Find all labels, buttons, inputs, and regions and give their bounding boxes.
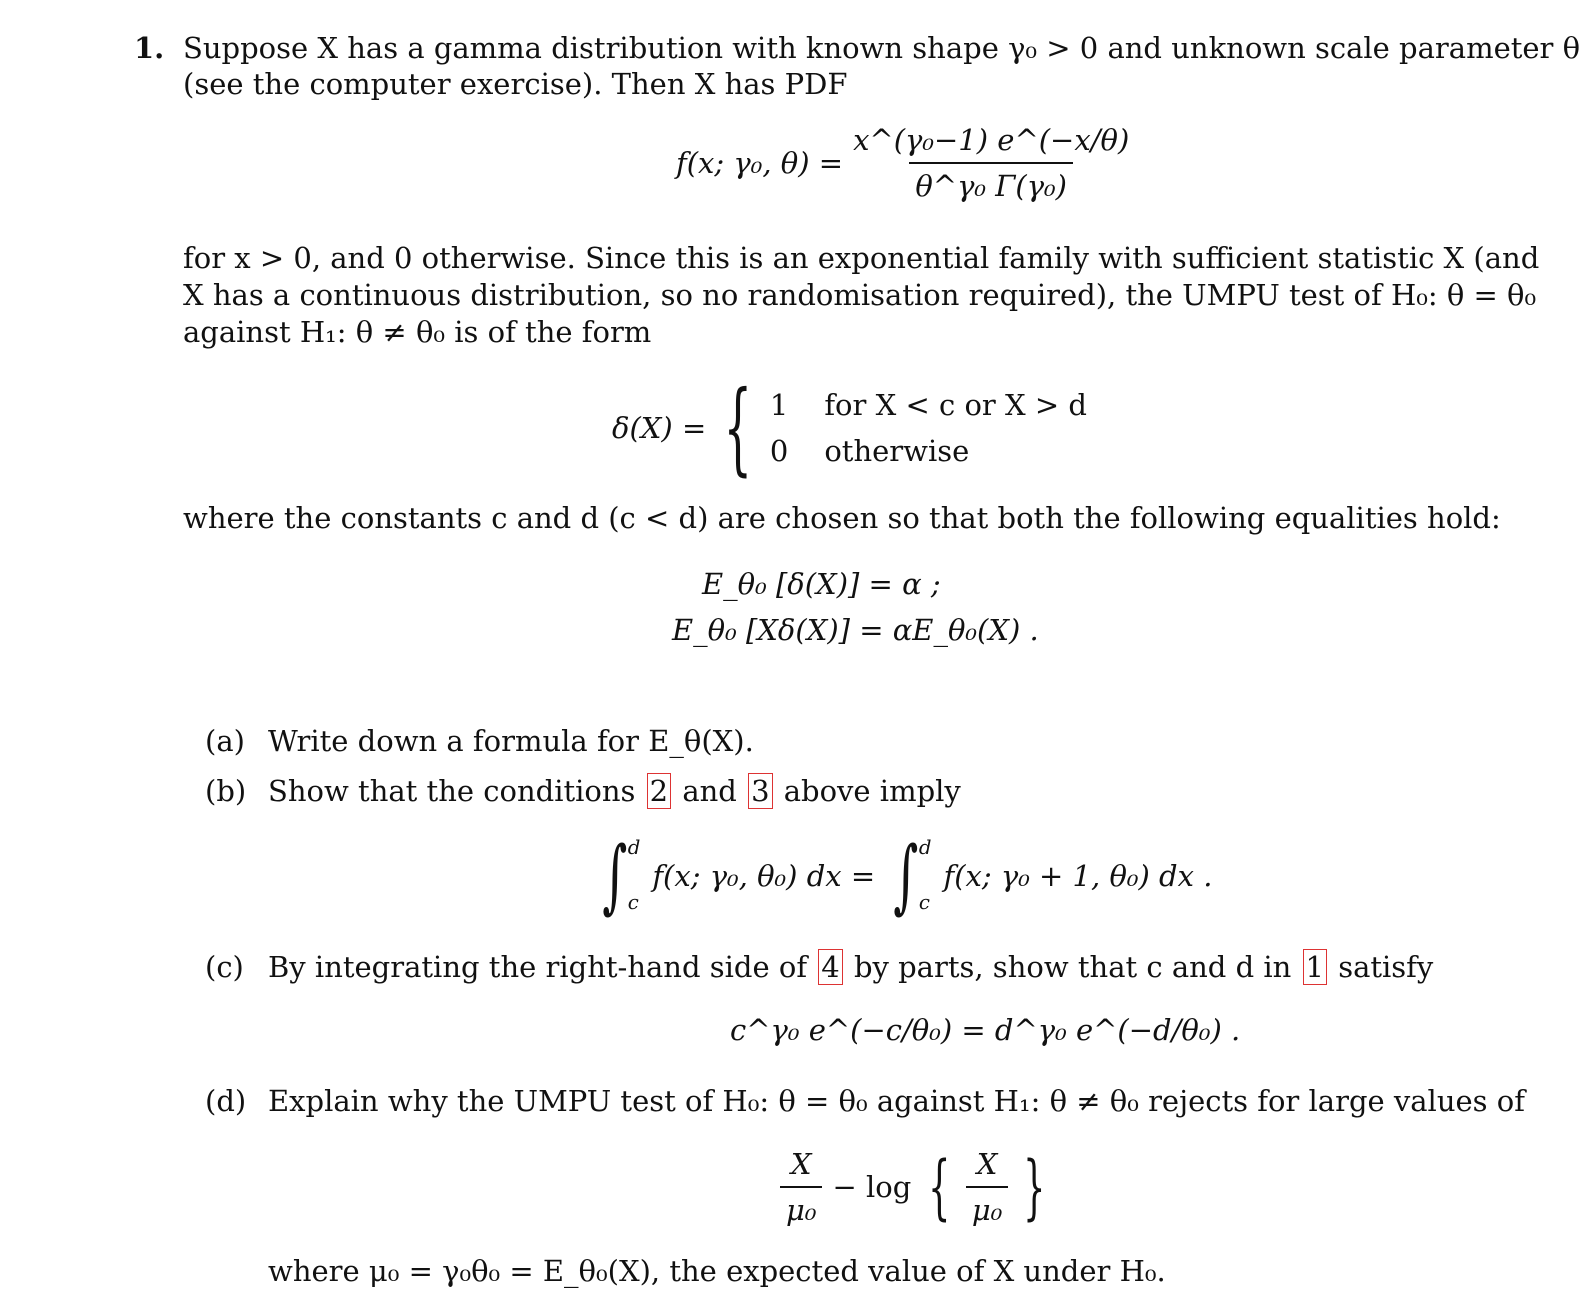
- pdf-equation: [676, 122, 1139, 205]
- part-d-label: (d): [205, 1084, 247, 1118]
- ratio-fraction-1: [780, 1146, 822, 1229]
- part-c-pre: By integrating the right-hand side of: [268, 950, 808, 984]
- rhs-integrand: f(x; γ₀ + 1, θ₀) dx .: [943, 858, 1213, 893]
- test-function: [612, 369, 1087, 486]
- pdf-fraction: [847, 122, 1135, 205]
- right-curly-brace: }: [1023, 1146, 1046, 1229]
- equation-3: E_θ₀ [Xδ(X)] = αE_θ₀(X) .: [672, 613, 1039, 647]
- part-d-text: Explain why the UMPU test of H₀: θ = θ₀ against H₁: θ ≠ θ₀ rejects for large values of: [268, 1084, 1525, 1118]
- left-brace: {: [723, 369, 753, 486]
- ref-eq-2[interactable]: 2: [647, 773, 671, 809]
- ratio1-numerator: X: [790, 1147, 812, 1181]
- integral-sign-right: ∫: [893, 829, 919, 922]
- ratio-fraction-2: [966, 1146, 1008, 1229]
- part-a-text: Write down a formula for E_θ(X).: [268, 724, 754, 758]
- part-c-mid: by parts, show that c and d in: [853, 950, 1292, 984]
- ref-eq-4[interactable]: 4: [818, 949, 842, 985]
- para2-line-1: for x > 0, and 0 otherwise. Since this is an exponential family with sufficient statistic X (and: [183, 241, 1540, 275]
- para2-line-3: against H₁: θ ≠ θ₀ is of the form: [183, 315, 652, 349]
- ref-eq-3[interactable]: 3: [748, 773, 772, 809]
- log-ratio-expression: [776, 1146, 1057, 1229]
- part-c-post: satisfy: [1338, 950, 1434, 984]
- problem-number: 1.: [134, 31, 165, 65]
- ratio1-denominator: μ₀: [780, 1186, 822, 1228]
- integral-limits-right: [919, 836, 932, 916]
- case2-value: 0: [769, 433, 789, 468]
- lhs-integrand: f(x; γ₀, θ₀) dx =: [652, 858, 876, 893]
- ref-eq-1[interactable]: 1: [1303, 949, 1327, 985]
- intro-line-2: (see the computer exercise). Then X has PDF: [183, 67, 848, 101]
- pdf-denominator: θ^γ₀ Γ(γ₀): [909, 162, 1073, 204]
- pdf-numerator: x^(γ₀−1) e^(−x/θ): [853, 123, 1130, 157]
- integral-sign-left: ∫: [602, 829, 628, 922]
- case1-value: 1: [769, 387, 789, 422]
- ratio2-numerator: X: [976, 1147, 998, 1181]
- pdf-lhs: f(x; γ₀, θ) =: [676, 146, 844, 181]
- part-b-label: (b): [205, 774, 247, 808]
- constants-line: where the constants c and d (c < d) are chosen so that both the following equalities hold:: [183, 501, 1501, 535]
- intro-line-1: Suppose X has a gamma distribution with known shape γ₀ > 0 and unknown scale parameter θ: [183, 31, 1581, 65]
- part-b-mid: and: [682, 774, 737, 808]
- ratio2-denominator: μ₀: [966, 1186, 1008, 1228]
- integral-limits-left: [628, 836, 641, 916]
- integral-equation: [594, 829, 1213, 922]
- part-b-text: [268, 773, 961, 809]
- upper-limit-left: d: [627, 836, 641, 859]
- part-d-final: where μ₀ = γ₀θ₀ = E_θ₀(X), the expected value of X under H₀.: [268, 1254, 1166, 1288]
- test-cases: [770, 382, 1087, 474]
- lower-limit-right: c: [918, 891, 930, 915]
- para2-line-2: X has a continuous distribution, so no randomisation required), the UMPU test of H₀: θ = θ₀: [183, 278, 1537, 312]
- part-c-equation: c^γ₀ e^(−c/θ₀) = d^γ₀ e^(−d/θ₀) .: [730, 1013, 1241, 1047]
- case2-condition: otherwise: [824, 433, 970, 468]
- part-c-label: (c): [205, 950, 244, 984]
- part-c-text: [268, 949, 1433, 985]
- test-lhs: δ(X) =: [612, 410, 707, 445]
- minus-log: − log: [832, 1170, 912, 1205]
- left-curly-brace: {: [928, 1146, 951, 1229]
- part-b-pre: Show that the conditions: [268, 774, 636, 808]
- equation-2: E_θ₀ [δ(X)] = α ;: [702, 567, 941, 601]
- test-case-1: [770, 382, 1087, 428]
- upper-limit-right: d: [918, 836, 932, 859]
- part-b-post: above imply: [783, 774, 961, 808]
- lower-limit-left: c: [627, 891, 639, 915]
- part-a-label: (a): [205, 724, 245, 758]
- test-case-2: [770, 428, 1087, 474]
- case1-condition: for X < c or X > d: [824, 387, 1087, 422]
